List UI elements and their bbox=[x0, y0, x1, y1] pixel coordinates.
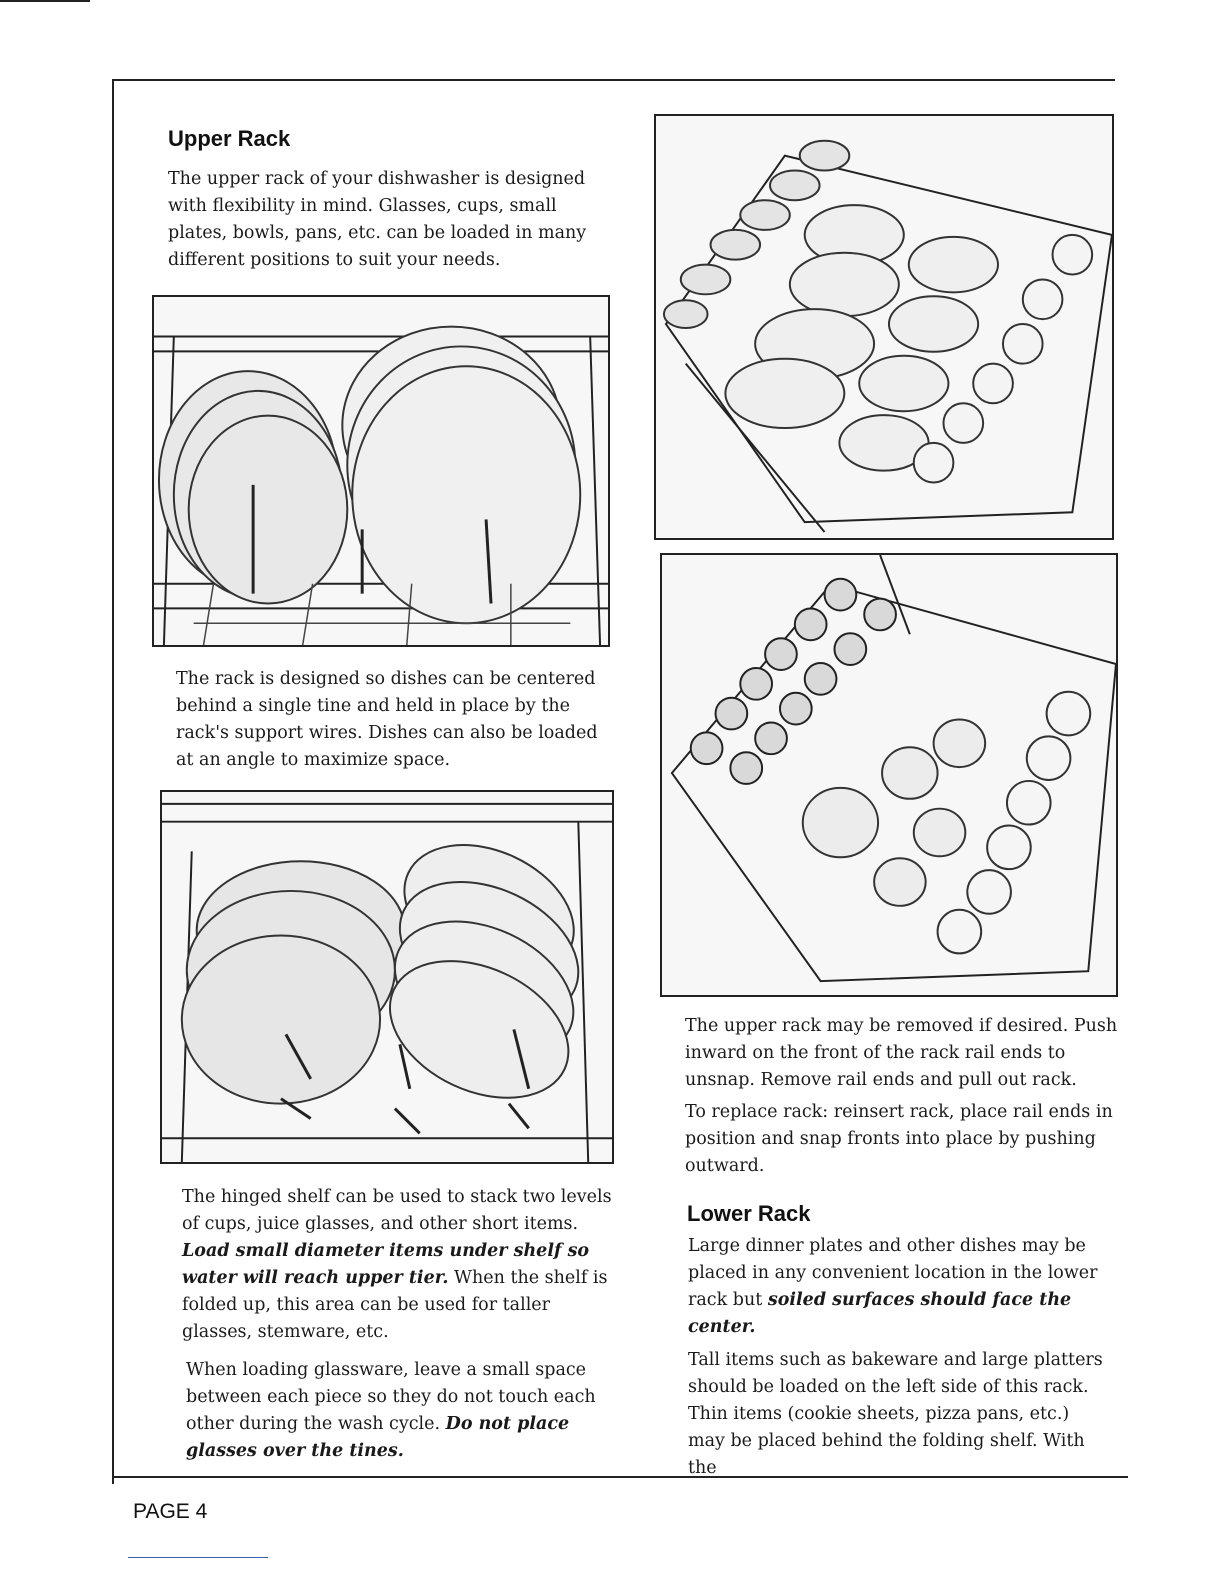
page-number: PAGE 4 bbox=[133, 1500, 208, 1523]
glassware-text-main: When loading glassware, leave a small space between each piece so they do not touch each other during the wash cycle. bbox=[186, 1360, 596, 1434]
lower-rack-text-2: Tall items such as bakeware and large platters should be loaded on the left side of this rack. Thin items (cookie sheets, pizza pans, etc.) may be placed behind the folding shelf. With the bbox=[688, 1350, 1103, 1478]
shelf-emphasis-text: Load small diameter items under shelf so water will reach upper tier. bbox=[182, 1241, 590, 1288]
glassware-text bbox=[186, 1357, 606, 1465]
frame-top-rule bbox=[112, 79, 1115, 81]
bottom-tick-rule bbox=[128, 1557, 268, 1558]
plates-on-tines-illustration bbox=[152, 295, 610, 647]
lower-rack-text-1 bbox=[688, 1233, 1108, 1341]
lower-rack-text-main: Large dinner plates and other dishes may be placed in any convenient location in the lower rack but bbox=[688, 1236, 1098, 1310]
upper-rack-intro: The upper rack of your dishwasher is designed with flexibility in mind. Glasses, cups, small plates, bowls, pans, etc. can be loaded in many different positions to suit your needs. bbox=[168, 169, 587, 270]
glasses-upper-rack-illustration bbox=[660, 553, 1118, 997]
glassware-emphasis-text: Do not place glasses over the tines. bbox=[186, 1414, 570, 1461]
frame-left-rule bbox=[112, 79, 114, 1484]
shelf-text-part-1: The hinged shelf can be used to stack two levels of cups, juice glasses, and other short items. bbox=[182, 1187, 612, 1234]
upper-rack-heading: Upper Rack bbox=[168, 126, 291, 151]
shelf-text-part-2: When the shelf is folded up, this area can be used for taller glasses, stemware, etc. bbox=[182, 1268, 608, 1342]
replace-rack-text: To replace rack: reinsert rack, place rail ends in position and snap fronts into place by pushing outward. bbox=[685, 1102, 1113, 1176]
lower-rack-heading: Lower Rack bbox=[687, 1201, 811, 1226]
hinged-shelf-text bbox=[182, 1184, 622, 1346]
lower-rack-emphasis-text: soiled surfaces should face the center. bbox=[688, 1290, 1072, 1337]
centered-dishes-text: The rack is designed so dishes can be centered behind a single tine and held in place by the rack's support wires. Dishes can also be loaded at an angle to maximize space. bbox=[176, 669, 598, 770]
loaded-upper-rack-illustration bbox=[654, 114, 1114, 540]
angled-plates-illustration bbox=[160, 790, 614, 1164]
remove-rack-text: The upper rack may be removed if desired. Push inward on the front of the rack rail ends to unsnap. Remove rail ends and pull out rack. bbox=[685, 1016, 1118, 1090]
top-edge-rule bbox=[0, 0, 90, 2]
